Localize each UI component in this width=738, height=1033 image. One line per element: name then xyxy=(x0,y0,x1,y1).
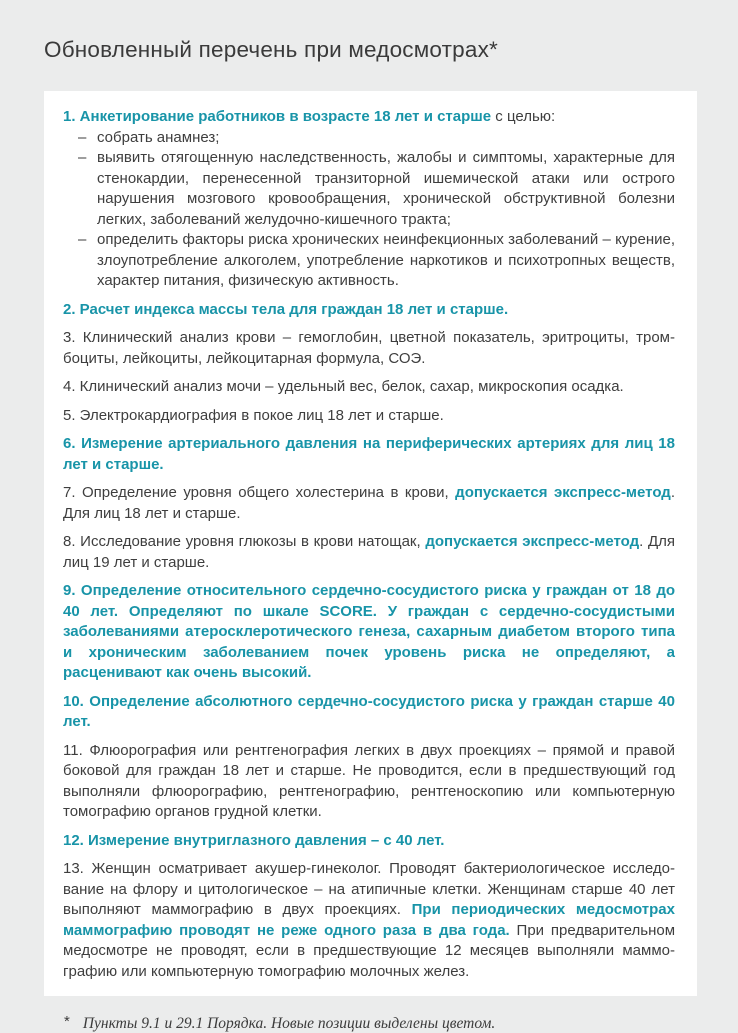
list-item-text xyxy=(63,692,675,733)
list-item-10 xyxy=(63,692,675,733)
list-item-9 xyxy=(63,581,675,684)
plain-text: 11. Флюорография или рентгенография легких в двух проекциях – прямой и правой боковой для граждан 18 лет и старше. Не проводится, если в предшествующий год выполняли флюорографию, рентгенографию, рентгеноскопию или компьютерную томографию органов грудной клетки. xyxy=(63,741,675,820)
list-item-text xyxy=(63,532,675,573)
list-item-text xyxy=(63,581,675,684)
plain-text: с целью: xyxy=(491,108,556,125)
page-title: Обновленный перечень при медосмотрах* xyxy=(44,37,498,62)
plain-text: 4. Клинический анализ мочи – удельный вес, белок, сахар, микроскопия осадка. xyxy=(63,378,624,395)
footnote xyxy=(64,1013,698,1033)
plain-text: 7. Определение уровня общего холестерина в крови, xyxy=(63,484,456,501)
plain-text: . Для лиц 19 лет и старше. xyxy=(63,533,675,571)
list-item-text xyxy=(63,831,675,852)
footnote-text: Пункты 9.1 и 29.1 Порядка. Новые позиции выделены цветом. xyxy=(82,1015,496,1032)
highlighted-text: 1. Анкетирование работников в возрасте 18 лет и старше xyxy=(63,108,492,125)
list-item-text xyxy=(63,483,675,524)
list-item-7 xyxy=(63,483,675,524)
list-item-3 xyxy=(63,328,675,369)
list-item-2 xyxy=(63,300,675,321)
highlighted-text: допускается экспресс-метод xyxy=(425,533,640,550)
list-item-text xyxy=(63,300,675,321)
list-item-11 xyxy=(63,741,675,823)
plain-text: 13. Женщин осматривает акушер-гинеколог. Проводят бактериологическое исследование на флору и цитологическое – на атипичные клетки. Женщинам старше 40 лет выполняют маммографию в двух проекциях. xyxy=(63,860,675,918)
highlighted-text: 12. Измерение внутриглазного давления – с 40 лет. xyxy=(63,831,445,849)
list-item-text xyxy=(63,328,675,369)
bullet-text: выявить отягощенную наследственность, жалобы и симптомы, характерные для стенокардии, перенесенной транзиторной ишемической атаки или острого нарушения мозгового кровообращения, хронической обструктивной болезни легких, заболеваний желудочно-кишечного тракта; xyxy=(97,149,675,228)
highlighted-text: При периодических медосмотрах маммографию проводят не реже одного раза в два года. xyxy=(63,901,675,939)
dash-icon: – xyxy=(78,231,87,248)
dash-icon: – xyxy=(78,128,87,146)
dash-icon: – xyxy=(78,149,87,166)
list-item-6 xyxy=(63,434,675,475)
list-item-4 xyxy=(63,377,675,398)
list-item-5 xyxy=(63,406,675,427)
highlighted-text: допускается экспресс-метод xyxy=(455,484,671,501)
list-item-text xyxy=(63,406,675,427)
content-card xyxy=(44,91,697,996)
list-item-12 xyxy=(63,831,675,852)
list-item-text xyxy=(63,859,675,982)
plain-text: 3. Клинический анализ крови – гемоглобин, цветной показатель, эритроциты, тромбоциты, лейкоциты, лейкоцитарная формула, СОЭ. xyxy=(63,329,675,367)
highlighted-text: 9. Определение относительного сердечно-сосудистого риска у граждан от 18 до 40 лет. Определяют по шкале SCORE. У граждан с сердечно-сосудистыми заболеваниями атеросклеротического генеза, сахарным диабетом второго типа и хроническим заболеванием почек уровень риска не определяют, а расценивают как очень высокий. xyxy=(63,582,675,681)
list-item-text xyxy=(63,434,675,475)
bullet-text: определить факторы риска хронических неинфекционных заболеваний – курение, злоупотребление алкоголем, употребление наркотиков и психотропных веществ, характер питания, физическую активность. xyxy=(97,231,675,289)
list-item-text xyxy=(63,107,675,128)
list-item-text xyxy=(63,377,675,398)
plain-text: При предварительном медосмотре не проводят, если в предшествующие 12 месяцев выполняли маммографию или компьютерную томографию молочных желез. xyxy=(63,921,676,980)
bullet-item xyxy=(63,230,675,292)
bullet-text: собрать анамнез; xyxy=(97,128,220,146)
list-item-13 xyxy=(63,859,675,982)
footnote-marker: * xyxy=(64,1013,70,1030)
plain-text: 8. Исследование уровня глюкозы в крови натощак, xyxy=(63,533,426,550)
plain-text: 5. Электрокардиография в покое лиц 18 лет и старше. xyxy=(63,406,444,424)
bullet-item xyxy=(63,128,675,149)
list-item-8 xyxy=(63,532,675,573)
list-item-text xyxy=(63,741,675,823)
items xyxy=(63,107,675,982)
highlighted-text: 6. Измерение артериального давления на периферических артериях для лиц 18 лет и старше. xyxy=(63,435,675,473)
plain-text: . Для лиц 18 лет и старше. xyxy=(63,484,675,522)
highlighted-text: 10. Определение абсолютного сердечно-сосудистого риска у граждан старше 40 лет. xyxy=(63,692,675,730)
list-item-1 xyxy=(63,107,675,292)
highlighted-text: 2. Расчет индекса массы тела для граждан 18 лет и старше. xyxy=(63,300,509,318)
bullet-item xyxy=(63,148,675,230)
